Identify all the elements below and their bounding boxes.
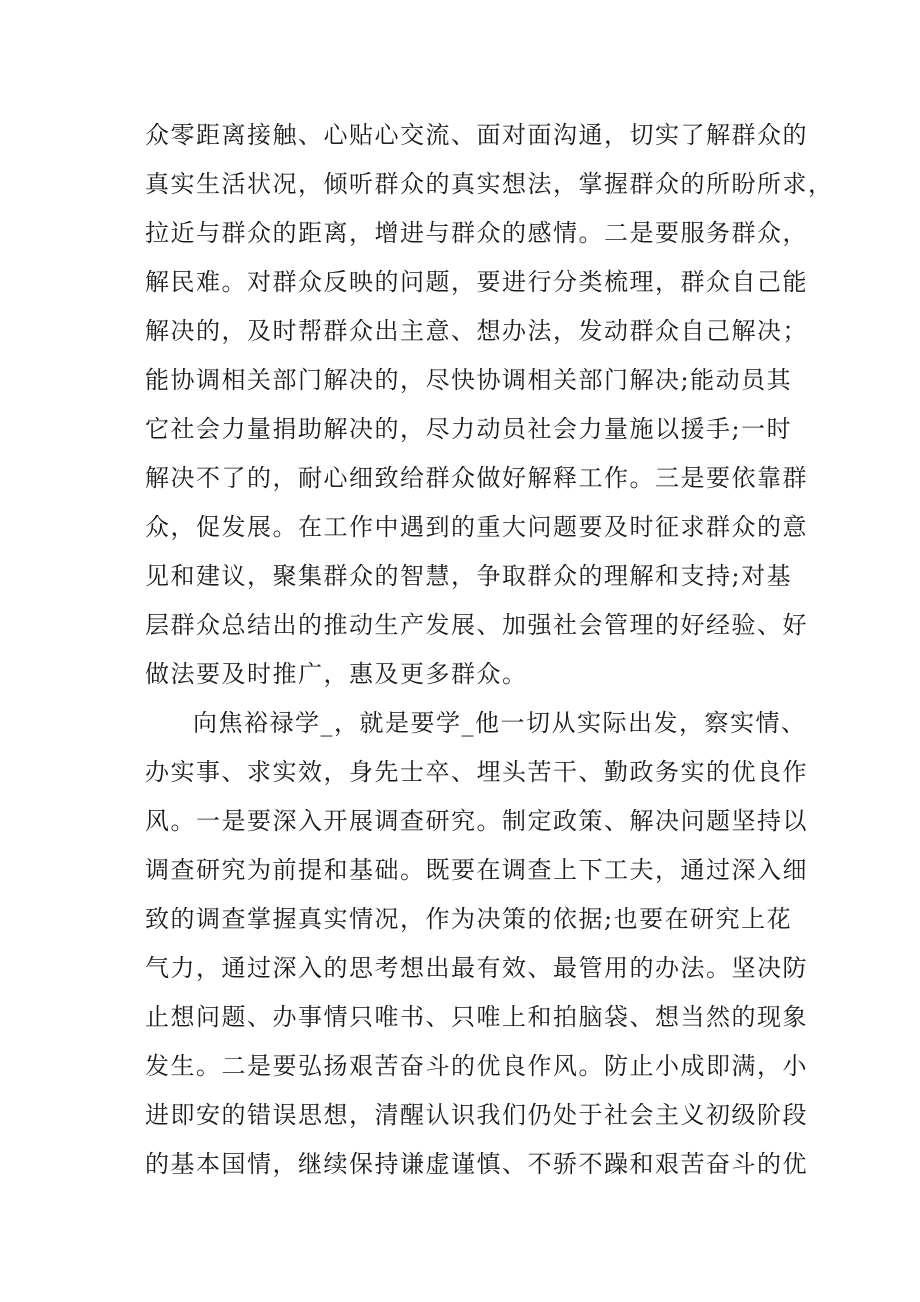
text-line: 的基本国情，继续保持谦虚谨慎、不骄不躁和艰苦奋斗的优	[145, 1150, 808, 1178]
text-line: 层群众总结出的推动生产发展、加强社会管理的好经验、好	[145, 611, 808, 639]
text-line: 见和建议，聚集群众的智慧，争取群众的理解和支持;对基	[145, 562, 793, 590]
paragraph-2	[145, 699, 808, 1189]
text-line: 众，促发展。在工作中遇到的重大问题要及时征求群众的意	[145, 513, 808, 541]
text-line: 众零距离接触、心贴心交流、面对面沟通，切实了解群众的	[145, 121, 808, 149]
text-line: 气力，通过深入的思考想出最有效、最管用的办法。坚决防	[145, 954, 808, 982]
text-line: 调查研究为前提和基础。既要在调查上下工夫，通过深入细	[145, 856, 808, 884]
text-line: 它社会力量捐助解决的，尽力动员社会力量施以援手;一时	[145, 415, 793, 443]
text-line: 致的调查掌握真实情况，作为决策的依据;也要在研究上花	[145, 905, 793, 933]
text-line: 解决的，及时帮群众出主意、想办法，发动群众自己解决；	[145, 317, 808, 345]
text-line: 进即安的错误思想，清醒认识我们仍处于社会主义初级阶段	[145, 1101, 808, 1129]
text-line: 止想问题、办事情只唯书、只唯上和拍脑袋、想当然的现象	[145, 1003, 808, 1031]
text-line: 办实事、求实效，身先士卒、埋头苦干、勤政务实的优良作	[145, 758, 808, 786]
text-line: 风。一是要深入开展调查研究。制定政策、解决问题坚持以	[145, 807, 808, 835]
text-line: 做法要及时推广，惠及更多群众。	[145, 660, 528, 688]
text-line: 能协调相关部门解决的，尽快协调相关部门解决;能动员其	[145, 366, 793, 394]
text-line: 发生。二是要弘扬艰苦奋斗的优良作风。防止小成即满，小	[145, 1052, 808, 1080]
text-line: 真实生活状况，倾听群众的真实想法，掌握群众的所盼所求，	[145, 170, 834, 198]
text-line: 拉近与群众的距离，增进与群众的感情。二是要服务群众，	[145, 219, 808, 247]
text-line: 解决不了的，耐心细致给群众做好解释工作。三是要依靠群	[145, 464, 808, 492]
text-line: 解民难。对群众反映的问题，要进行分类梳理，群众自己能	[145, 268, 808, 296]
body-text	[145, 111, 834, 1189]
paragraph-1	[145, 111, 834, 699]
text-line-indented: 向焦裕禄学_，就是要学_他一切从实际出发，察实情、	[193, 709, 807, 737]
